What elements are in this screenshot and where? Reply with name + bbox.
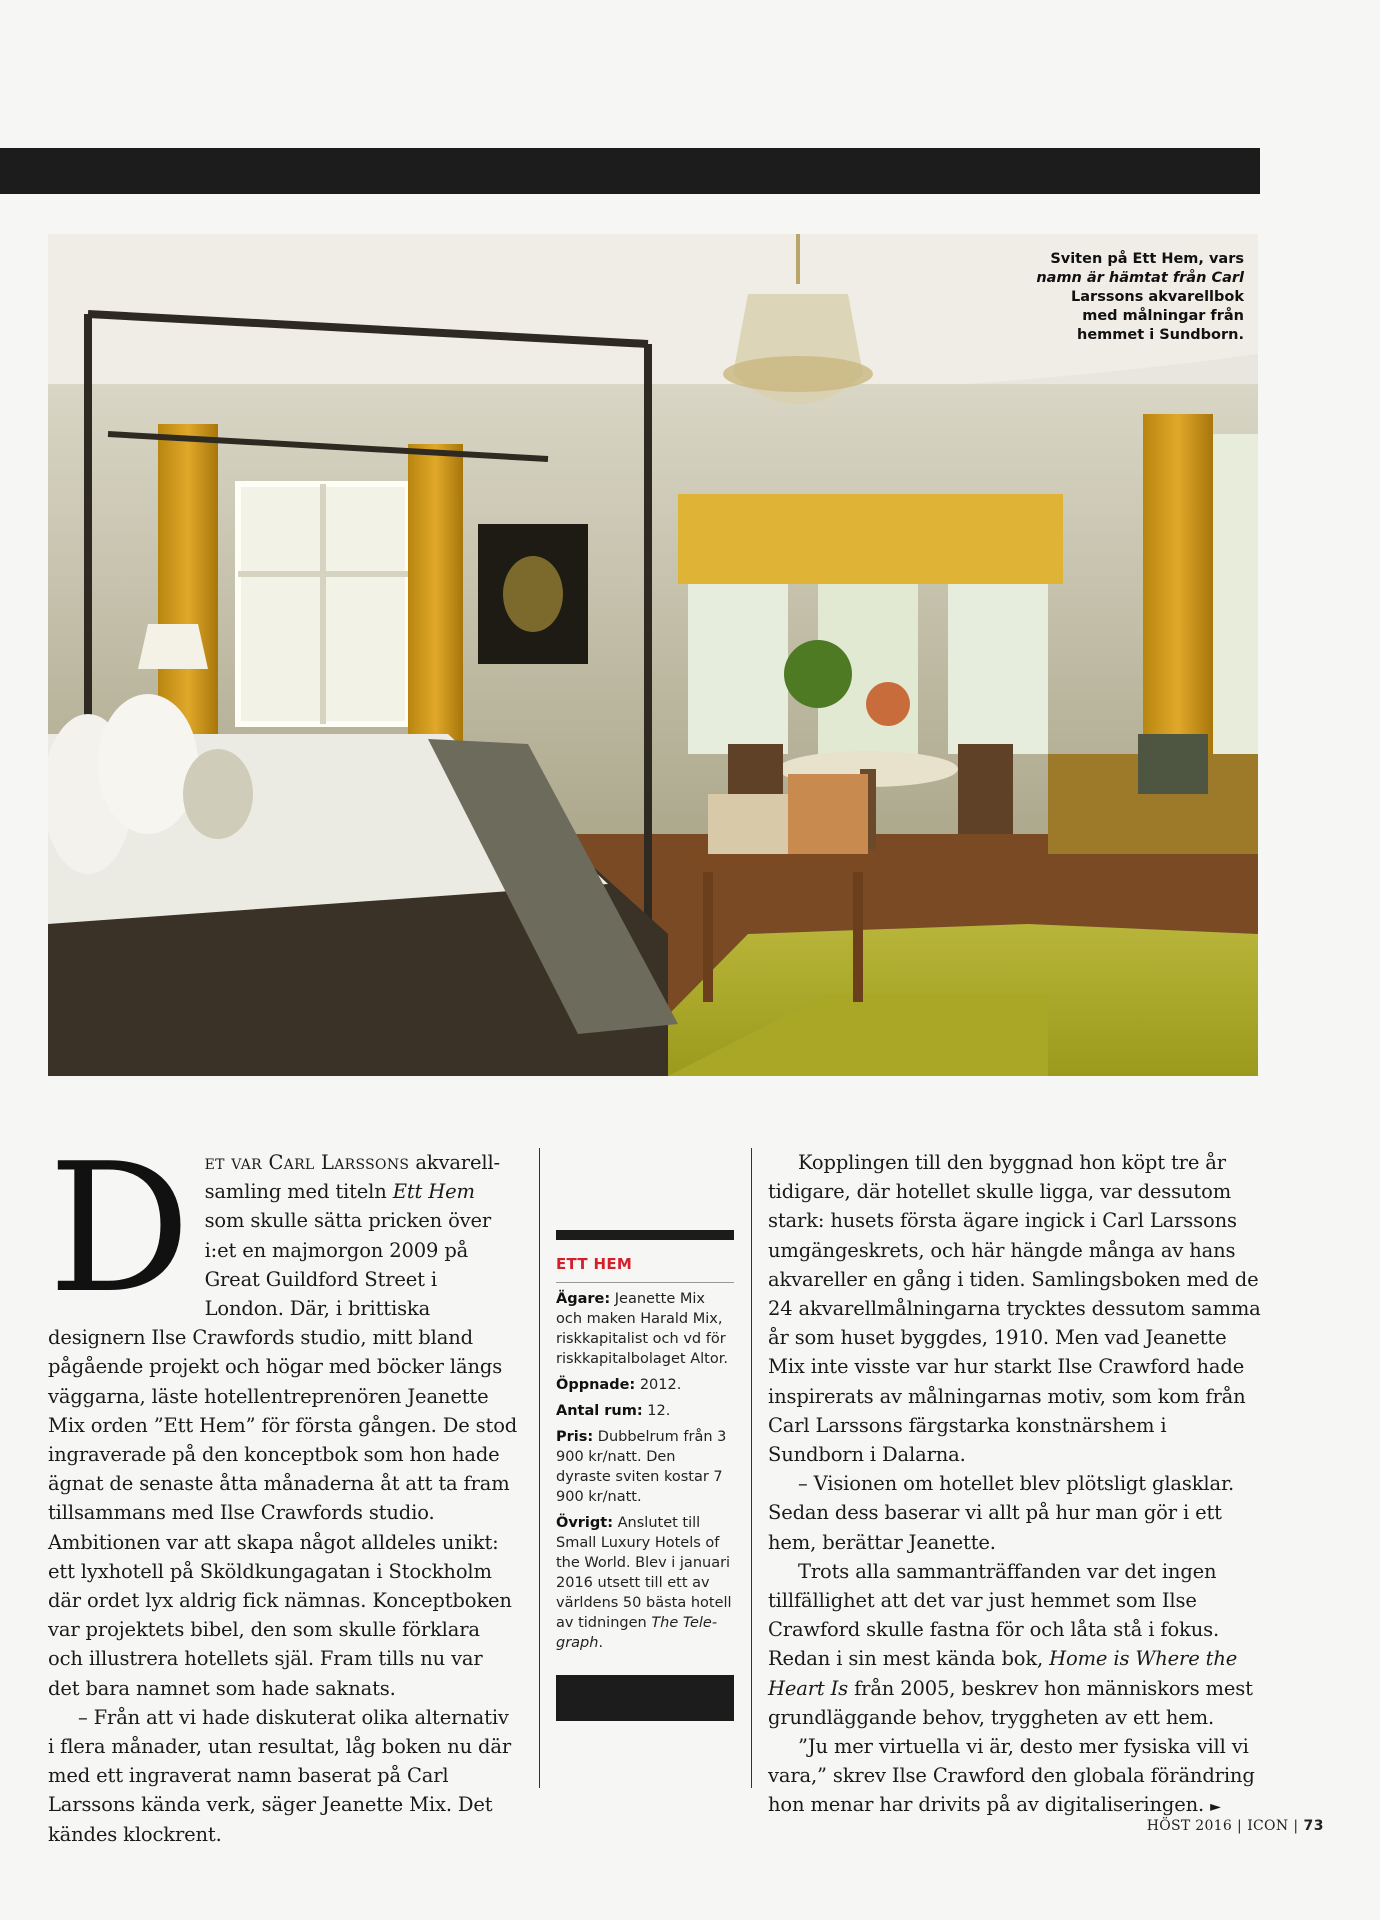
fact-rooms-label: Antal rum: — [556, 1403, 643, 1419]
fact-opened — [556, 1375, 734, 1395]
paragraph-1-text-a: akvarellsamling med titeln — [204, 1151, 501, 1204]
fact-other-title: The Telegraph — [556, 1615, 718, 1651]
book-title-ett-hem: Ett Hem — [392, 1180, 475, 1204]
fact-box-bottom-bar — [556, 1675, 734, 1721]
drop-cap: D — [48, 1125, 191, 1332]
hotel-suite-photo — [48, 234, 1258, 1076]
paragraph-6-text: ”Ju mer virtuella vi är, desto mer fysiska vill vi vara,” skrev Ilse Crawford den globala förändring hon menar har drivits på av digitaliseringen. — [768, 1735, 1255, 1817]
fact-box-heading: ETT HEM — [556, 1254, 734, 1283]
article-paragraph-4: – Visionen om hotellet blev plötsligt glasklar. Sedan dess baserar vi allt på hur man gör i ett hem, berättar Jeanette. — [768, 1472, 1235, 1554]
continue-arrow-icon: ► — [1210, 1799, 1221, 1816]
lead-in-small-caps: et var Carl Larssons — [204, 1151, 410, 1174]
column-divider-left — [539, 1148, 540, 1788]
fact-box-top-bar — [556, 1230, 734, 1240]
fact-opened-label: Öppnade: — [556, 1377, 636, 1393]
page-folio — [1147, 1818, 1324, 1834]
caption-line-4: med målningar från — [1082, 308, 1244, 324]
fact-box — [556, 1230, 734, 1721]
article-paragraph-3: Kopplingen till den byggnad hon köpt tre år tidigare, där hotellet skulle ligga, var dessutom stark: husets första ägare ingick i Carl Larssons umgängeskrets, och här hängde många av hans akvareller en gång i tiden. Samlingsboken med de 24 akvarellmålningarna trycktes dessutom samma år som huset byggdes, 1910. Men vad Jeanette Mix inte visste var hur starkt Ilse Crawford hade inspirerats av målningarnas motiv, som kom från Carl Larssons färgstarka konstnärshem i Sundborn i Dalarna. — [768, 1151, 1261, 1467]
fact-rooms — [556, 1401, 734, 1421]
article-paragraph-2: – Från att vi hade diskuterat olika alternativ i flera månader, utan resultat, låg boken nu där med ett ingraverat namn baserat på Carl Larssons kända verk, säger Jeanette Mix. Det kändes klockrent. — [48, 1705, 512, 1846]
folio-season: HÖST 2016 — [1146, 1818, 1233, 1834]
caption-line-1: Sviten på Ett Hem, vars — [1050, 251, 1244, 267]
folio-separator-2: | — [1288, 1818, 1304, 1834]
fact-owner — [556, 1289, 734, 1369]
article-paragraph-5 — [768, 1557, 1268, 1732]
fact-rooms-value: 12. — [642, 1403, 671, 1419]
fact-other-label: Övrigt: — [556, 1515, 614, 1531]
fact-opened-value: 2012. — [635, 1377, 682, 1393]
caption-line-2: namn är hämtat från Carl — [1036, 270, 1244, 286]
caption-line-3: Larssons akvarellbok — [1071, 289, 1244, 305]
fact-price-label: Pris: — [556, 1429, 594, 1445]
fact-owner-value: Jeanette Mix och maken Harald Mix, riskkapitalist och vd för riskkapitalbolaget Altor. — [556, 1291, 728, 1367]
paragraph-5-text-b: från 2005, beskrev hon människors mest grundläggande behov, tryggheten av ett hem. — [768, 1676, 1253, 1729]
header-black-bar — [0, 148, 1260, 194]
paragraph-1-text-b: som skulle sätta pricken över i:et en majmorgon 2009 på Great Guildford Street i London. Där, i brittiska designern Ilse Crawfords studio, mitt bland pågående projekt och högar med böcker längs väggarna, läste hotellentreprenören Jeanette Mix orden ”Ett Hem” för första gången. De stod ingraverade på den konceptbok som hon hade ägnat de senaste åtta månaderna åt att ta fram tillsammans med Ilse Crawfords studio. Ambitionen var att skapa något alldeles unikt: ett lyxhotell på Sköldkungagatan i Stockholm där ordet lyx aldrig fick nämnas. Konceptboken var projektets bibel, den som skulle förklara och illustrera hotellets själ. Fram tills nu var det bara namnet som hade saknats. — [48, 1209, 518, 1700]
fact-price — [556, 1427, 734, 1507]
fact-other-end: . — [598, 1635, 604, 1651]
fact-price-value: Dubbelrum från 3 900 kr/natt. Den dyraste sviten kostar 7 900 kr/natt. — [556, 1429, 727, 1505]
article-paragraph-1 — [48, 1125, 520, 1703]
article-column-3 — [768, 1148, 1268, 1823]
paragraph-5-text-a: Trots alla sammanträffanden var det ingen tillfällighet att det var just hemmet som Ilse Crawford skulle fastna för och låta stå i fokus. Redan i sin mest kända bok, — [768, 1559, 1220, 1671]
page-number: 73 — [1303, 1818, 1324, 1834]
article-column-1 — [48, 1125, 520, 1849]
article-paragraph-6 — [768, 1732, 1268, 1823]
photo-caption — [1024, 250, 1244, 345]
suite-illustration — [48, 234, 1258, 1076]
folio-magazine: ICON — [1247, 1818, 1289, 1834]
fact-other — [556, 1513, 734, 1653]
caption-line-5: hemmet i Sundborn. — [1077, 327, 1244, 343]
book-title-home: Home is Where the Heart Is — [768, 1647, 1238, 1700]
column-divider-right — [751, 1148, 752, 1788]
fact-other-value: Anslutet till Small Luxury Hotels of the World. Blev i januari 2016 utsett till ett av världens 50 bästa hotell av tidningen — [556, 1515, 732, 1631]
fact-owner-label: Ägare: — [556, 1291, 611, 1307]
folio-separator-1: | — [1232, 1818, 1248, 1834]
